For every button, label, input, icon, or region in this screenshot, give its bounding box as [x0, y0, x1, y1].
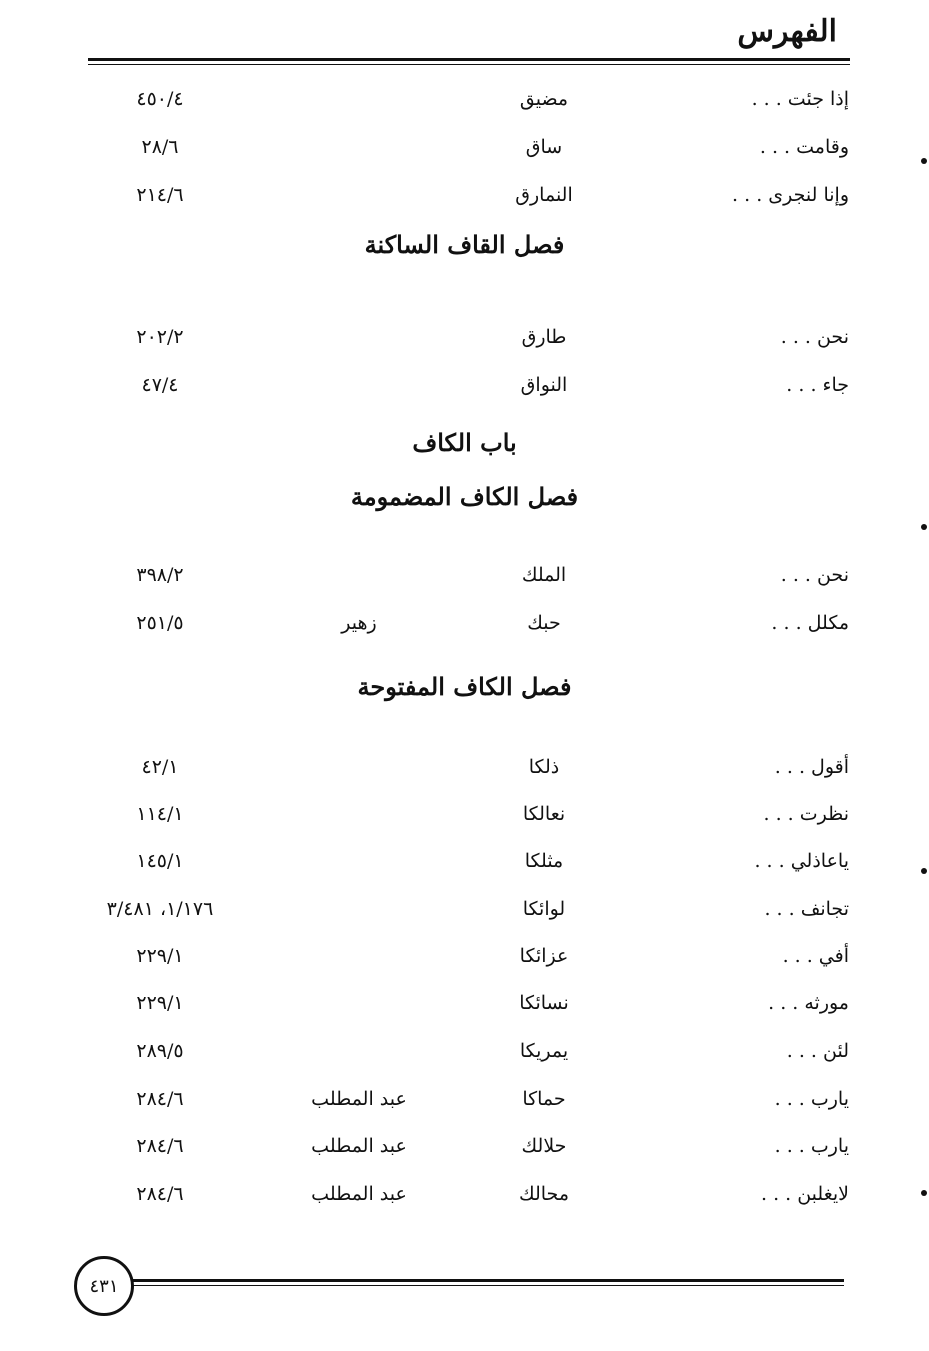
rhyme-word: يمريكا — [519, 1040, 569, 1062]
verse-opening: وقامت . . . — [759, 136, 849, 158]
verse-opening: يارب . . . — [774, 1088, 849, 1110]
index-row — [0, 184, 929, 220]
volume-page-ref: ٤٢/١ — [141, 756, 179, 778]
index-row — [0, 803, 929, 839]
index-row — [0, 88, 929, 124]
index-row — [0, 326, 929, 362]
volume-page-ref: ٤٧/٤ — [141, 374, 179, 396]
rhyme-word: الملك — [521, 564, 567, 586]
volume-page-ref: ٣٩٨/٢ — [136, 564, 184, 586]
index-row — [0, 374, 929, 410]
volume-page-ref: ١٤٥/١ — [136, 850, 184, 872]
volume-page-ref: ٢٢٩/١ — [136, 945, 184, 967]
rhyme-word: ذلكا — [528, 756, 560, 778]
volume-page-ref: ١/١٧٦، ٣/٤٨١ — [106, 898, 214, 920]
index-row — [0, 992, 929, 1028]
index-row — [0, 1088, 929, 1124]
chapter-heading: باب الكاف — [412, 428, 517, 457]
index-row — [0, 756, 929, 792]
header-rule-thin — [88, 64, 850, 65]
rhyme-word: عزائكا — [519, 945, 569, 967]
rhyme-word: حلالك — [521, 1135, 567, 1157]
rhyme-word: نسائكا — [519, 992, 569, 1014]
index-row — [0, 612, 929, 648]
verse-opening: إذا جئت . . . — [751, 88, 849, 110]
volume-page-ref: ٢٢٩/١ — [136, 992, 184, 1014]
section-heading: فصل الكاف المضمومة — [350, 482, 579, 511]
volume-page-ref: ٢٨٤/٦ — [136, 1088, 184, 1110]
volume-page-ref: ٢١٤/٦ — [136, 184, 184, 206]
volume-page-ref: ٢٨/٦ — [141, 136, 179, 158]
section-heading: فصل القاف الساكنة — [364, 230, 565, 259]
index-row — [0, 1183, 929, 1219]
margin-mark — [921, 1190, 927, 1196]
verse-opening: نظرت . . . — [763, 803, 849, 825]
volume-page-ref: ١١٤/١ — [136, 803, 184, 825]
verse-opening: جاء . . . — [786, 374, 849, 396]
rhyme-word: حبك — [527, 612, 561, 634]
index-row — [0, 564, 929, 600]
verse-opening: ياعاذلي . . . — [754, 850, 849, 872]
volume-page-ref: ٢٨٤/٦ — [136, 1135, 184, 1157]
rhyme-word: نعالكا — [522, 803, 566, 825]
rhyme-word: ساق — [525, 136, 563, 158]
index-row — [0, 850, 929, 886]
verse-opening: يارب . . . — [774, 1135, 849, 1157]
verse-opening: نحن . . . — [780, 564, 849, 586]
poet-name: زهير — [341, 612, 377, 634]
header-rule-thick — [88, 58, 850, 61]
rhyme-word: طارق — [521, 326, 567, 348]
volume-page-ref: ٢٨٤/٦ — [136, 1183, 184, 1205]
rhyme-word: مثلكا — [524, 850, 564, 872]
section-heading: فصل الكاف المفتوحة — [357, 672, 572, 701]
verse-opening: نحن . . . — [780, 326, 849, 348]
verse-opening: مورثه . . . — [768, 992, 849, 1014]
poet-name: عبد المطلب — [311, 1183, 407, 1205]
index-row — [0, 1135, 929, 1171]
rhyme-word: حماكا — [522, 1088, 566, 1110]
rhyme-word: مضيق — [519, 88, 569, 110]
verse-opening: مكلل . . . — [771, 612, 849, 634]
verse-opening: أقول . . . — [774, 756, 849, 778]
page-number: ٤٣١ — [74, 1256, 134, 1316]
verse-opening: لئن . . . — [786, 1040, 849, 1062]
margin-mark — [921, 524, 927, 530]
footer-rule-thick — [132, 1279, 844, 1282]
margin-mark — [921, 158, 927, 164]
rhyme-word: النواق — [520, 374, 568, 396]
index-row — [0, 1040, 929, 1076]
volume-page-ref: ٢٠٢/٢ — [136, 326, 184, 348]
volume-page-ref: ٢٨٩/٥ — [136, 1040, 184, 1062]
index-row — [0, 136, 929, 172]
verse-opening: تجانف . . . — [764, 898, 849, 920]
rhyme-word: لوائكا — [522, 898, 566, 920]
volume-page-ref: ٢٥١/٥ — [136, 612, 184, 634]
footer-rule-thin — [132, 1285, 844, 1286]
index-row — [0, 945, 929, 981]
volume-page-ref: ٤٥٠/٤ — [136, 88, 184, 110]
verse-opening: أفي . . . — [782, 945, 849, 967]
poet-name: عبد المطلب — [311, 1135, 407, 1157]
page-title: الفهرس — [737, 14, 837, 49]
verse-opening: وإنا لنجرى . . . — [732, 184, 849, 206]
rhyme-word: النمارق — [515, 184, 573, 206]
rhyme-word: محالك — [518, 1183, 570, 1205]
poet-name: عبد المطلب — [311, 1088, 407, 1110]
index-row — [0, 898, 929, 934]
verse-opening: لايغلبن . . . — [760, 1183, 849, 1205]
margin-mark — [921, 868, 927, 874]
